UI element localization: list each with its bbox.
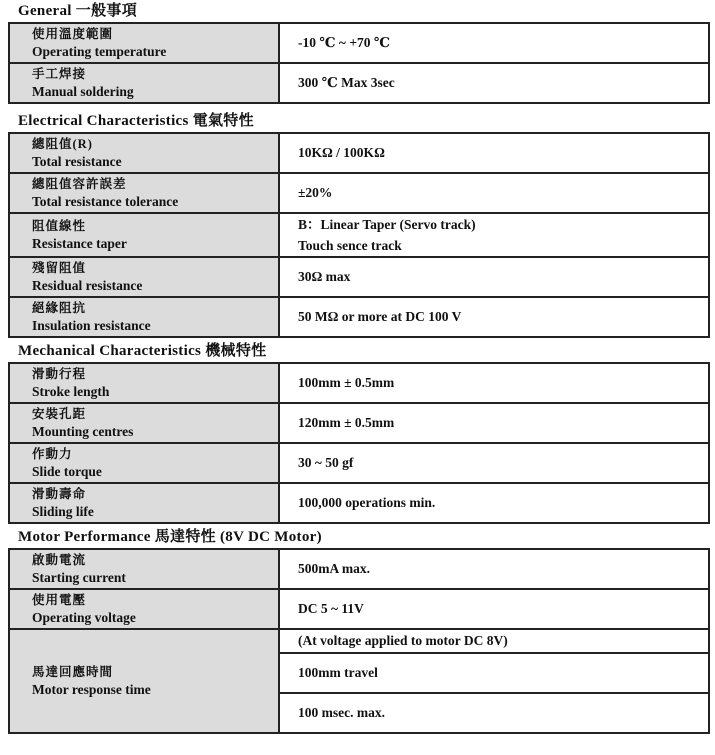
label-zh: 滑動行程 [32,367,87,381]
label-en: Total resistance [32,154,122,169]
label-zh: 阻值線性 [32,219,87,233]
label-zh: 作動力 [32,447,73,461]
row-value: 100,000 operations min. [279,483,709,523]
label-en: Starting current [32,570,126,585]
table-row [9,133,709,173]
table-row [9,403,709,443]
label-en: Operating voltage [32,610,136,625]
label-zh: 絕緣阻抗 [32,301,87,315]
section-title: Mechanical Characteristics 機械特性 [18,343,267,359]
row-value: -10 ℃ ~ +70 ℃ [279,23,709,63]
row-value: 30Ω max [279,257,709,297]
table-row [9,213,709,257]
row-value [279,213,709,257]
label-zh: 馬達回應時間 [32,665,114,679]
row-label [9,23,279,63]
label-en: Residual resistance [32,278,143,293]
row-label [9,483,279,523]
label-en: Operating temperature [32,44,167,59]
row-label [9,213,279,257]
section-title: General 一般事項 [18,3,138,19]
label-zh: 總阻值容許誤差 [32,177,127,191]
table-row [9,257,709,297]
table-row [9,629,709,653]
label-en: Resistance taper [32,236,127,251]
label-en: Motor response time [32,682,151,697]
row-label [9,257,279,297]
label-en: Manual soldering [32,84,134,99]
table-row [9,63,709,103]
row-value: 120mm ± 0.5mm [279,403,709,443]
table-row [9,23,709,63]
table-row [9,363,709,403]
row-value: 100mm ± 0.5mm [279,363,709,403]
label-zh: 手工焊接 [32,67,87,81]
label-en: Stroke length [32,384,110,399]
label-en: Total resistance tolerance [32,194,179,209]
row-value: DC 5 ~ 11V [279,589,709,629]
row-value: 50 MΩ or more at DC 100 V [279,297,709,337]
section-title: Electrical Characteristics 電氣特性 [18,113,254,129]
spec-table [8,548,710,734]
row-label [9,629,279,733]
section-mechanical [0,340,715,524]
row-value: 100mm travel [279,653,709,693]
table-row [9,483,709,523]
row-value: 10KΩ / 100KΩ [279,133,709,173]
table-row [9,297,709,337]
row-value: 500mA max. [279,549,709,589]
value-line: B：Linear Taper (Servo track) [298,217,476,232]
table-row [9,549,709,589]
label-zh: 殘留阻值 [32,261,87,275]
section-title: Motor Performance 馬達特性 (8V DC Motor) [18,529,322,545]
table-row [9,443,709,483]
label-zh: 使用溫度範圍 [32,27,114,41]
label-zh: 滑動壽命 [32,487,87,501]
row-label [9,363,279,403]
row-value: 30 ~ 50 gf [279,443,709,483]
row-value: 300 ℃ Max 3sec [279,63,709,103]
section-motor [0,526,715,734]
section-electrical [0,110,715,338]
row-label [9,589,279,629]
value-line: Touch sence track [298,238,402,253]
table-row [9,589,709,629]
section-general [0,0,715,104]
spec-table [8,22,710,104]
label-en: Insulation resistance [32,318,151,333]
spec-table [8,362,710,524]
row-value: 100 msec. max. [279,693,709,733]
row-label [9,297,279,337]
label-en: Slide torque [32,464,102,479]
row-label [9,173,279,213]
spec-table [8,132,710,338]
label-zh: 安裝孔距 [32,407,87,421]
label-en: Mounting centres [32,424,134,439]
row-value: (At voltage applied to motor DC 8V) [279,629,709,653]
label-zh: 啟動電流 [32,553,87,567]
row-value: ±20% [279,173,709,213]
table-row [9,173,709,213]
row-label [9,133,279,173]
row-label [9,443,279,483]
row-label [9,403,279,443]
label-zh: 使用電壓 [32,593,87,607]
row-label [9,549,279,589]
row-label [9,63,279,103]
label-zh: 總阻值(R) [32,137,93,151]
label-en: Sliding life [32,504,94,519]
